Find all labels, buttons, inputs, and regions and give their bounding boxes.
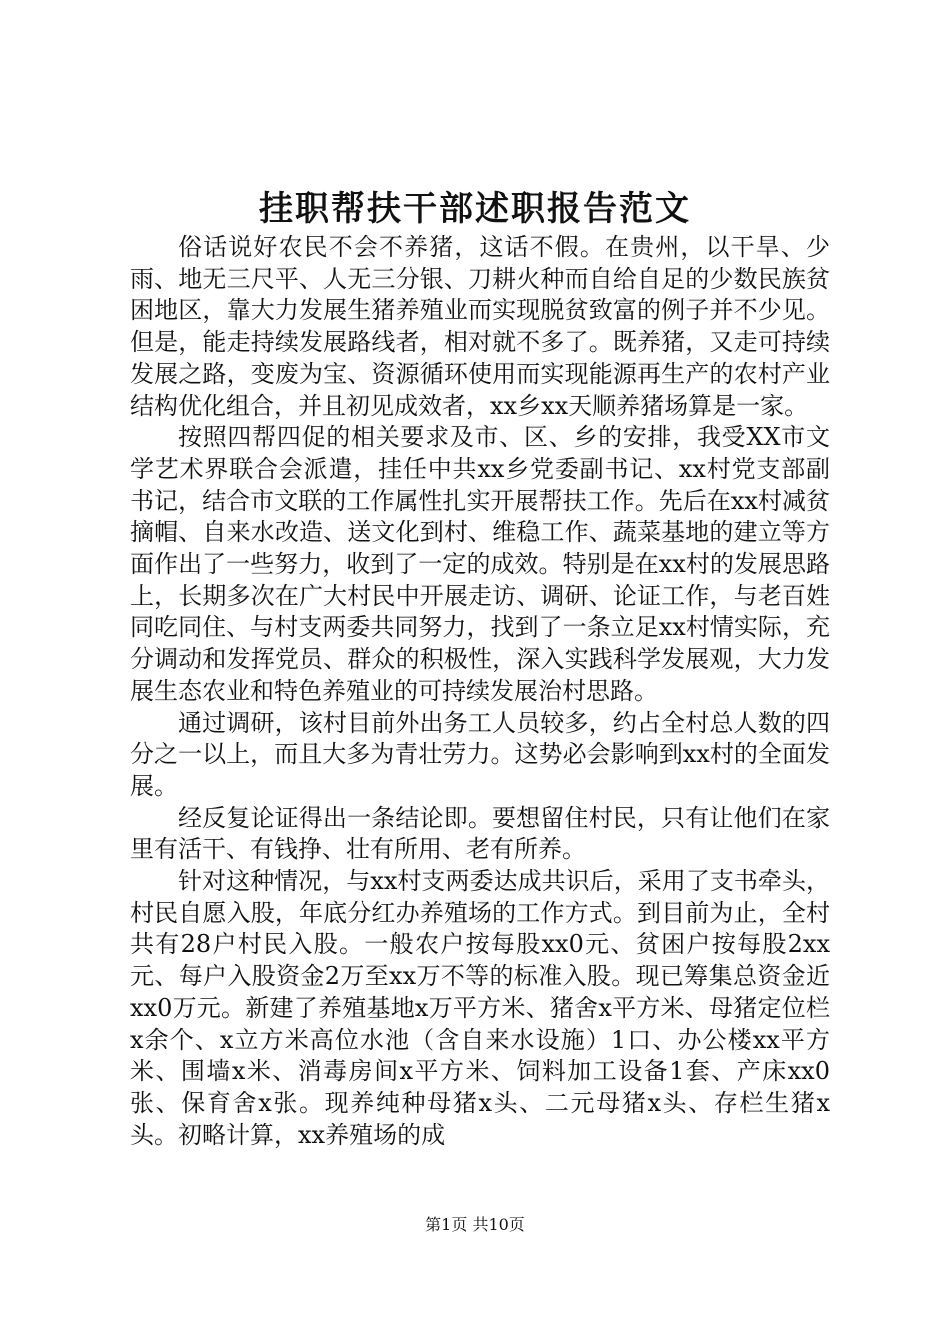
- paragraph-5: 针对这种情况，与xx村支两委达成共识后，采用了支书牵头，村民自愿入股，年底分红办养殖场的工作方式。到目前为止，全村共有28户村民入股。一般农户按每股xx0元、贫困户按每股2xx元、每户入股资金2万至xx万不等的标准入股。现已筹集总资金近xx0万元。新建了养殖基地x万平方米、猪舍x平方米、母猪定位栏x余个、x立方米高位水池（含自来水设施）1口、办公楼xx平方米、围墙x米、消毒房间x平方米、饲料加工设备1套、产床xx0张、保育舍x张。现养纯种母猪x头、二元母猪x头、存栏生猪x头。初略计算，xx养殖场的成: [130, 867, 830, 1149]
- paragraph-1: 俗话说好农民不会不养猪，这话不假。在贵州，以干旱、少雨、地无三尺平、人无三分银、刀耕火种而自给自足的少数民族贫困地区，靠大力发展生猪养殖业而实现脱贫致富的例子并不少见。但是，能走持续发展路线者，相对就不多了。既养猪，又走可持续发展之路，变废为宝、资源循环使用而实现能源再生产的农村产业结构优化组合，并且初见成效者，xx乡xx天顺养猪场算是一家。: [130, 233, 830, 420]
- paragraph-2: 按照四帮四促的相关要求及市、区、乡的安排，我受XX市文学艺术界联合会派遣，挂任中共xx乡党委副书记、xx村党支部副书记，结合市文联的工作属性扎实开展帮扶工作。先后在xx村减贫摘帽、自来水改造、送文化到村、维稳工作、蔬菜基地的建立等方面作出了一些努力，收到了一定的成效。特别是在xx村的发展思路上，长期多次在广大村民中开展走访、调研、论证工作，与老百姓同吃同住、与村支两委共同努力，找到了一条立足xx村情实际，充分调动和发挥党员、群众的积极性，深入实践科学发展观，大力发展生态农业和特色养殖业的可持续发展治村思路。: [130, 423, 830, 705]
- document-title: 挂职帮扶干部述职报告范文: [259, 189, 691, 229]
- paragraph-3: 通过调研，该村目前外出务工人员较多，约占全村总人数的四分之一以上，而且大多为青壮劳力。这势必会影响到xx村的全面发展。: [130, 708, 830, 800]
- page-footer: 第1页 共10页: [425, 1215, 525, 1234]
- paragraph-4: 经反复论证得出一条结论即。要想留住村民，只有让他们在家里有活干、有钱挣、壮有所用、老有所养。: [130, 803, 830, 864]
- document-body: [130, 232, 830, 1151]
